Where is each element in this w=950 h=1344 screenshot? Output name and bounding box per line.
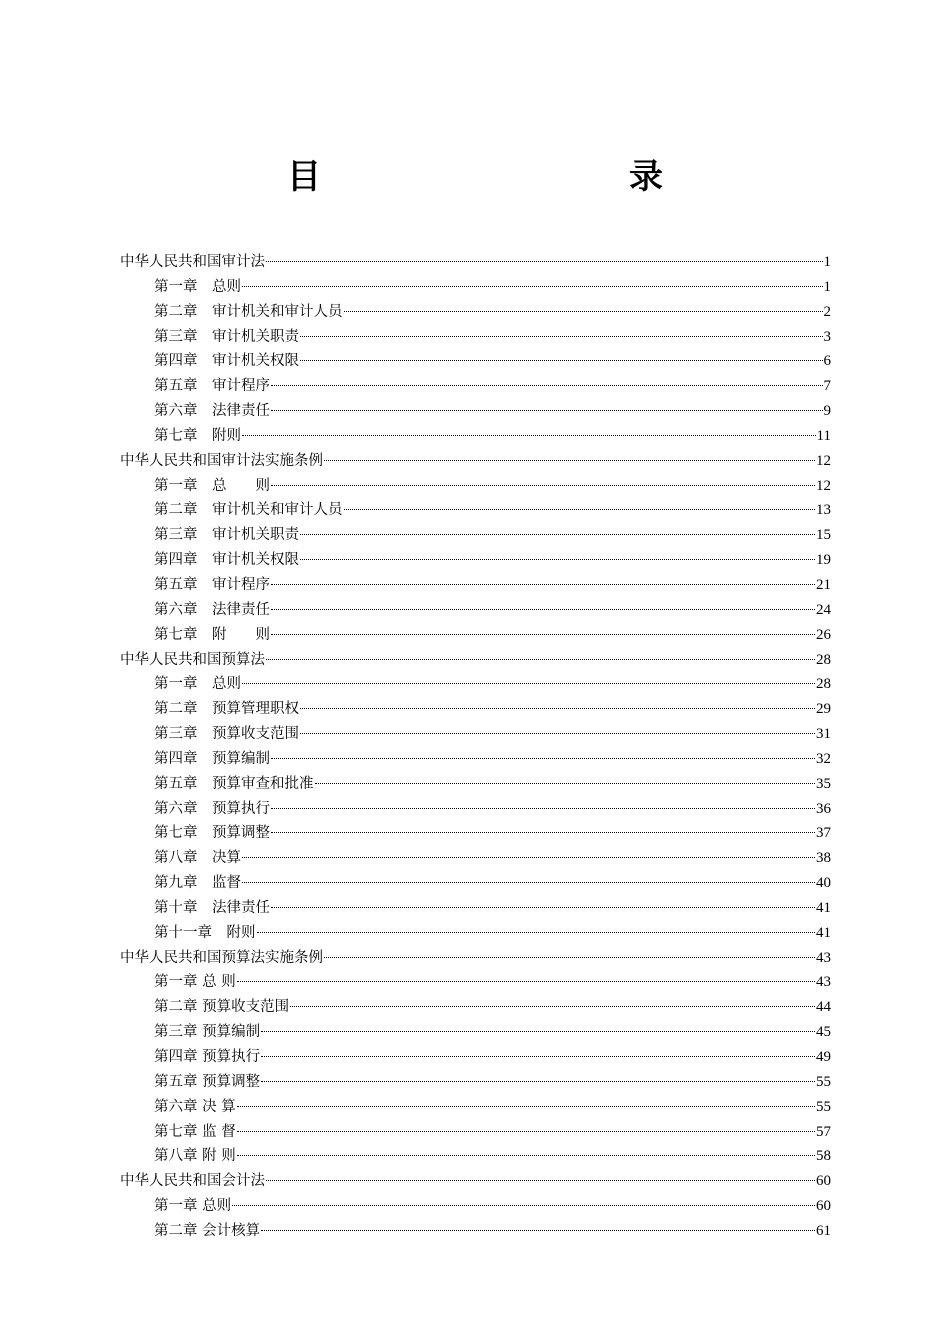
toc-entry-label: 第七章 附则 [154, 427, 241, 444]
toc-chapter-entry[interactable] [120, 672, 831, 697]
toc-dot-leader [271, 609, 815, 610]
toc-entry-page-number: 12 [816, 452, 831, 469]
toc-chapter-entry[interactable] [120, 1095, 831, 1120]
toc-entry-label: 第四章 审计机关权限 [154, 353, 299, 370]
toc-entry-label: 第三章 预算编制 [154, 1024, 261, 1041]
toc-entry-label: 第八章 决算 [154, 850, 241, 867]
toc-entry-label: 第五章 预算调整 [154, 1073, 261, 1090]
toc-dot-leader [242, 857, 815, 858]
toc-law-entry[interactable] [120, 648, 831, 673]
toc-entry-label: 第六章 法律责任 [154, 601, 270, 618]
toc-entry-label: 第一章 总则 [154, 676, 241, 693]
toc-dot-leader [300, 708, 815, 709]
toc-entry-page-number: 37 [816, 825, 831, 842]
toc-entry-page-number: 1 [823, 254, 831, 270]
toc-entry-label: 第十一章 附则 [154, 924, 256, 941]
toc-entry-label: 中华人民共和国会计法 [120, 1173, 265, 1190]
toc-dot-leader [237, 1106, 815, 1107]
toc-entry-page-number: 41 [816, 899, 831, 916]
toc-chapter-entry[interactable] [120, 846, 831, 871]
toc-entry-label: 第一章 总则 [154, 1198, 232, 1215]
toc-entry-page-number: 3 [823, 328, 831, 345]
toc-chapter-entry[interactable] [120, 896, 831, 921]
toc-chapter-entry[interactable] [120, 772, 831, 797]
toc-entry-label: 第三章 审计机关职责 [154, 328, 299, 345]
toc-entry-label: 中华人民共和国预算法实施条例 [120, 949, 323, 966]
toc-entry-page-number: 32 [816, 750, 831, 767]
toc-entry-page-number: 60 [816, 1198, 831, 1215]
toc-entry-label: 中华人民共和国审计法 [120, 254, 265, 270]
toc-chapter-entry[interactable] [120, 921, 831, 946]
toc-entry-label: 中华人民共和国预算法 [120, 651, 265, 668]
toc-entry-label: 第二章 审计机关和审计人员 [154, 502, 343, 519]
toc-entry-page-number: 36 [816, 800, 831, 817]
toc-chapter-entry[interactable] [120, 598, 831, 623]
toc-entry-label: 中华人民共和国审计法实施条例 [120, 452, 323, 469]
toc-entry-page-number: 61 [816, 1222, 831, 1239]
toc-entry-page-number: 43 [816, 949, 831, 966]
toc-entry-page-number: 15 [816, 527, 831, 544]
toc-law-entry[interactable] [120, 449, 831, 474]
toc-dot-leader [271, 832, 815, 833]
toc-chapter-entry[interactable] [120, 325, 831, 350]
toc-entry-page-number: 29 [816, 701, 831, 718]
toc-chapter-entry[interactable] [120, 1045, 831, 1070]
toc-dot-leader [271, 584, 815, 585]
toc-entry-label: 第七章 附 则 [154, 626, 270, 643]
toc-chapter-entry[interactable] [120, 474, 831, 499]
toc-dot-leader [344, 311, 823, 312]
toc-chapter-entry[interactable] [120, 573, 831, 598]
toc-entry-page-number: 7 [823, 378, 831, 395]
toc-entry-label: 第七章 预算调整 [154, 825, 270, 842]
toc-dot-leader [271, 485, 815, 486]
toc-entry-page-number: 57 [816, 1123, 831, 1140]
toc-chapter-entry[interactable] [120, 871, 831, 896]
toc-dot-leader [232, 1205, 815, 1206]
toc-dot-leader [257, 932, 816, 933]
toc-chapter-entry[interactable] [120, 1144, 831, 1169]
toc-dot-leader [237, 1131, 815, 1132]
toc-dot-leader [237, 981, 815, 982]
toc-entry-page-number: 26 [816, 626, 831, 643]
toc-dot-leader [344, 509, 816, 510]
toc-chapter-entry[interactable] [120, 275, 831, 300]
toc-dot-leader [261, 1031, 815, 1032]
toc-dot-leader [266, 261, 823, 262]
toc-dot-leader [315, 783, 816, 784]
toc-entry-page-number: 11 [816, 427, 831, 444]
toc-dot-leader [324, 957, 815, 958]
toc-chapter-entry[interactable] [120, 722, 831, 747]
toc-entry-page-number: 38 [816, 850, 831, 867]
toc-entry-page-number: 13 [816, 502, 831, 519]
toc-entry-label: 第十章 法律责任 [154, 899, 270, 916]
toc-entry-page-number: 43 [816, 974, 831, 991]
toc-entry-page-number: 19 [816, 552, 831, 569]
toc-entry-page-number: 60 [816, 1173, 831, 1190]
toc-entry-page-number: 21 [816, 576, 831, 593]
toc-entry-label: 第六章 决 算 [154, 1098, 236, 1115]
toc-dot-leader [266, 1180, 815, 1181]
toc-dot-leader [300, 733, 815, 734]
toc-dot-leader [261, 1056, 815, 1057]
toc-entry-label: 第二章 会计核算 [154, 1222, 261, 1239]
toc-dot-leader [242, 683, 815, 684]
toc-dot-leader [266, 659, 815, 660]
toc-entry-page-number: 6 [823, 353, 831, 370]
toc-entry-label: 第八章 附 则 [154, 1148, 236, 1165]
toc-entry-label: 第四章 审计机关权限 [154, 552, 299, 569]
toc-dot-leader [261, 1230, 815, 1231]
toc-entry-page-number: 1 [823, 278, 831, 295]
toc-entry-label: 第七章 监 督 [154, 1123, 236, 1140]
toc-entry-label: 第一章 总则 [154, 278, 241, 295]
toc-entry-label: 第三章 预算收支范围 [154, 726, 299, 743]
toc-dot-leader [300, 559, 815, 560]
toc-dot-leader [271, 410, 823, 411]
toc-chapter-entry[interactable] [120, 697, 831, 722]
toc-dot-leader [324, 460, 815, 461]
toc-chapter-entry[interactable] [120, 1194, 831, 1219]
toc-dot-leader [237, 1155, 815, 1156]
toc-chapter-entry[interactable] [120, 374, 831, 399]
toc-chapter-entry[interactable] [120, 424, 831, 449]
toc-entry-label: 第五章 审计程序 [154, 576, 270, 593]
toc-law-entry[interactable] [120, 250, 831, 275]
toc-chapter-entry[interactable] [120, 747, 831, 772]
toc-chapter-entry[interactable] [120, 523, 831, 548]
toc-chapter-entry[interactable] [120, 1120, 831, 1145]
toc-dot-leader [271, 808, 815, 809]
toc-chapter-entry[interactable] [120, 797, 831, 822]
toc-entry-label: 第一章 总 则 [154, 477, 270, 494]
toc-entry-page-number: 41 [816, 924, 831, 941]
toc-chapter-entry[interactable] [120, 300, 831, 325]
toc-dot-leader [290, 1006, 815, 1007]
toc-entry-page-number: 28 [816, 676, 831, 693]
toc-dot-leader [271, 634, 815, 635]
toc-entry-label: 第一章 总 则 [154, 974, 236, 991]
toc-entry-label: 第五章 审计程序 [154, 378, 270, 395]
toc-chapter-entry[interactable] [120, 623, 831, 648]
toc-chapter-entry[interactable] [120, 399, 831, 424]
toc-dot-leader [300, 534, 815, 535]
toc-entry-page-number: 12 [816, 477, 831, 494]
toc-entry-label: 第九章 监督 [154, 875, 241, 892]
toc-entry-label: 第六章 预算执行 [154, 800, 270, 817]
toc-entry-page-number: 55 [816, 1073, 831, 1090]
toc-chapter-entry[interactable] [120, 1219, 831, 1244]
toc-entry-page-number: 55 [816, 1098, 831, 1115]
toc-dot-leader [271, 907, 815, 908]
page-title: 目 录 [287, 157, 743, 197]
toc-entry-label: 第二章 预算管理职权 [154, 701, 299, 718]
toc-chapter-entry[interactable] [120, 498, 831, 523]
toc-entry-label: 第三章 审计机关职责 [154, 527, 299, 544]
toc-chapter-entry[interactable] [120, 995, 831, 1020]
toc-chapter-entry[interactable] [120, 970, 831, 995]
toc-entry-page-number: 24 [816, 601, 831, 618]
toc-entry-label: 第六章 法律责任 [154, 403, 270, 420]
toc-dot-leader [242, 435, 816, 436]
toc-chapter-entry[interactable] [120, 821, 831, 846]
toc-entry-page-number: 44 [816, 999, 831, 1016]
toc-entry-page-number: 31 [816, 726, 831, 743]
toc-dot-leader [271, 385, 823, 386]
toc-dot-leader [300, 360, 823, 361]
toc-entry-page-number: 2 [823, 303, 831, 320]
toc-chapter-entry[interactable] [120, 548, 831, 573]
toc-entry-label: 第二章 预算收支范围 [154, 999, 290, 1016]
toc-entry-page-number: 9 [823, 403, 831, 420]
table-of-contents [120, 250, 831, 1244]
toc-entry-label: 第二章 审计机关和审计人员 [154, 303, 343, 320]
toc-chapter-entry[interactable] [120, 1020, 831, 1045]
toc-entry-label: 第四章 预算编制 [154, 750, 270, 767]
toc-dot-leader [261, 1081, 815, 1082]
toc-law-entry[interactable] [120, 1169, 831, 1194]
toc-entry-label: 第五章 预算审查和批准 [154, 775, 314, 792]
toc-dot-leader [271, 758, 815, 759]
toc-dot-leader [242, 882, 815, 883]
toc-entry-page-number: 35 [816, 775, 831, 792]
toc-dot-leader [242, 286, 823, 287]
toc-dot-leader [300, 336, 823, 337]
toc-entry-label: 第四章 预算执行 [154, 1049, 261, 1065]
toc-entry-page-number: 58 [816, 1148, 831, 1165]
toc-chapter-entry[interactable] [120, 349, 831, 374]
toc-entry-page-number: 49 [816, 1049, 831, 1065]
toc-entry-page-number: 40 [816, 875, 831, 892]
toc-chapter-entry[interactable] [120, 1070, 831, 1095]
toc-law-entry[interactable] [120, 946, 831, 971]
toc-entry-page-number: 28 [816, 651, 831, 668]
toc-entry-page-number: 45 [816, 1024, 831, 1041]
